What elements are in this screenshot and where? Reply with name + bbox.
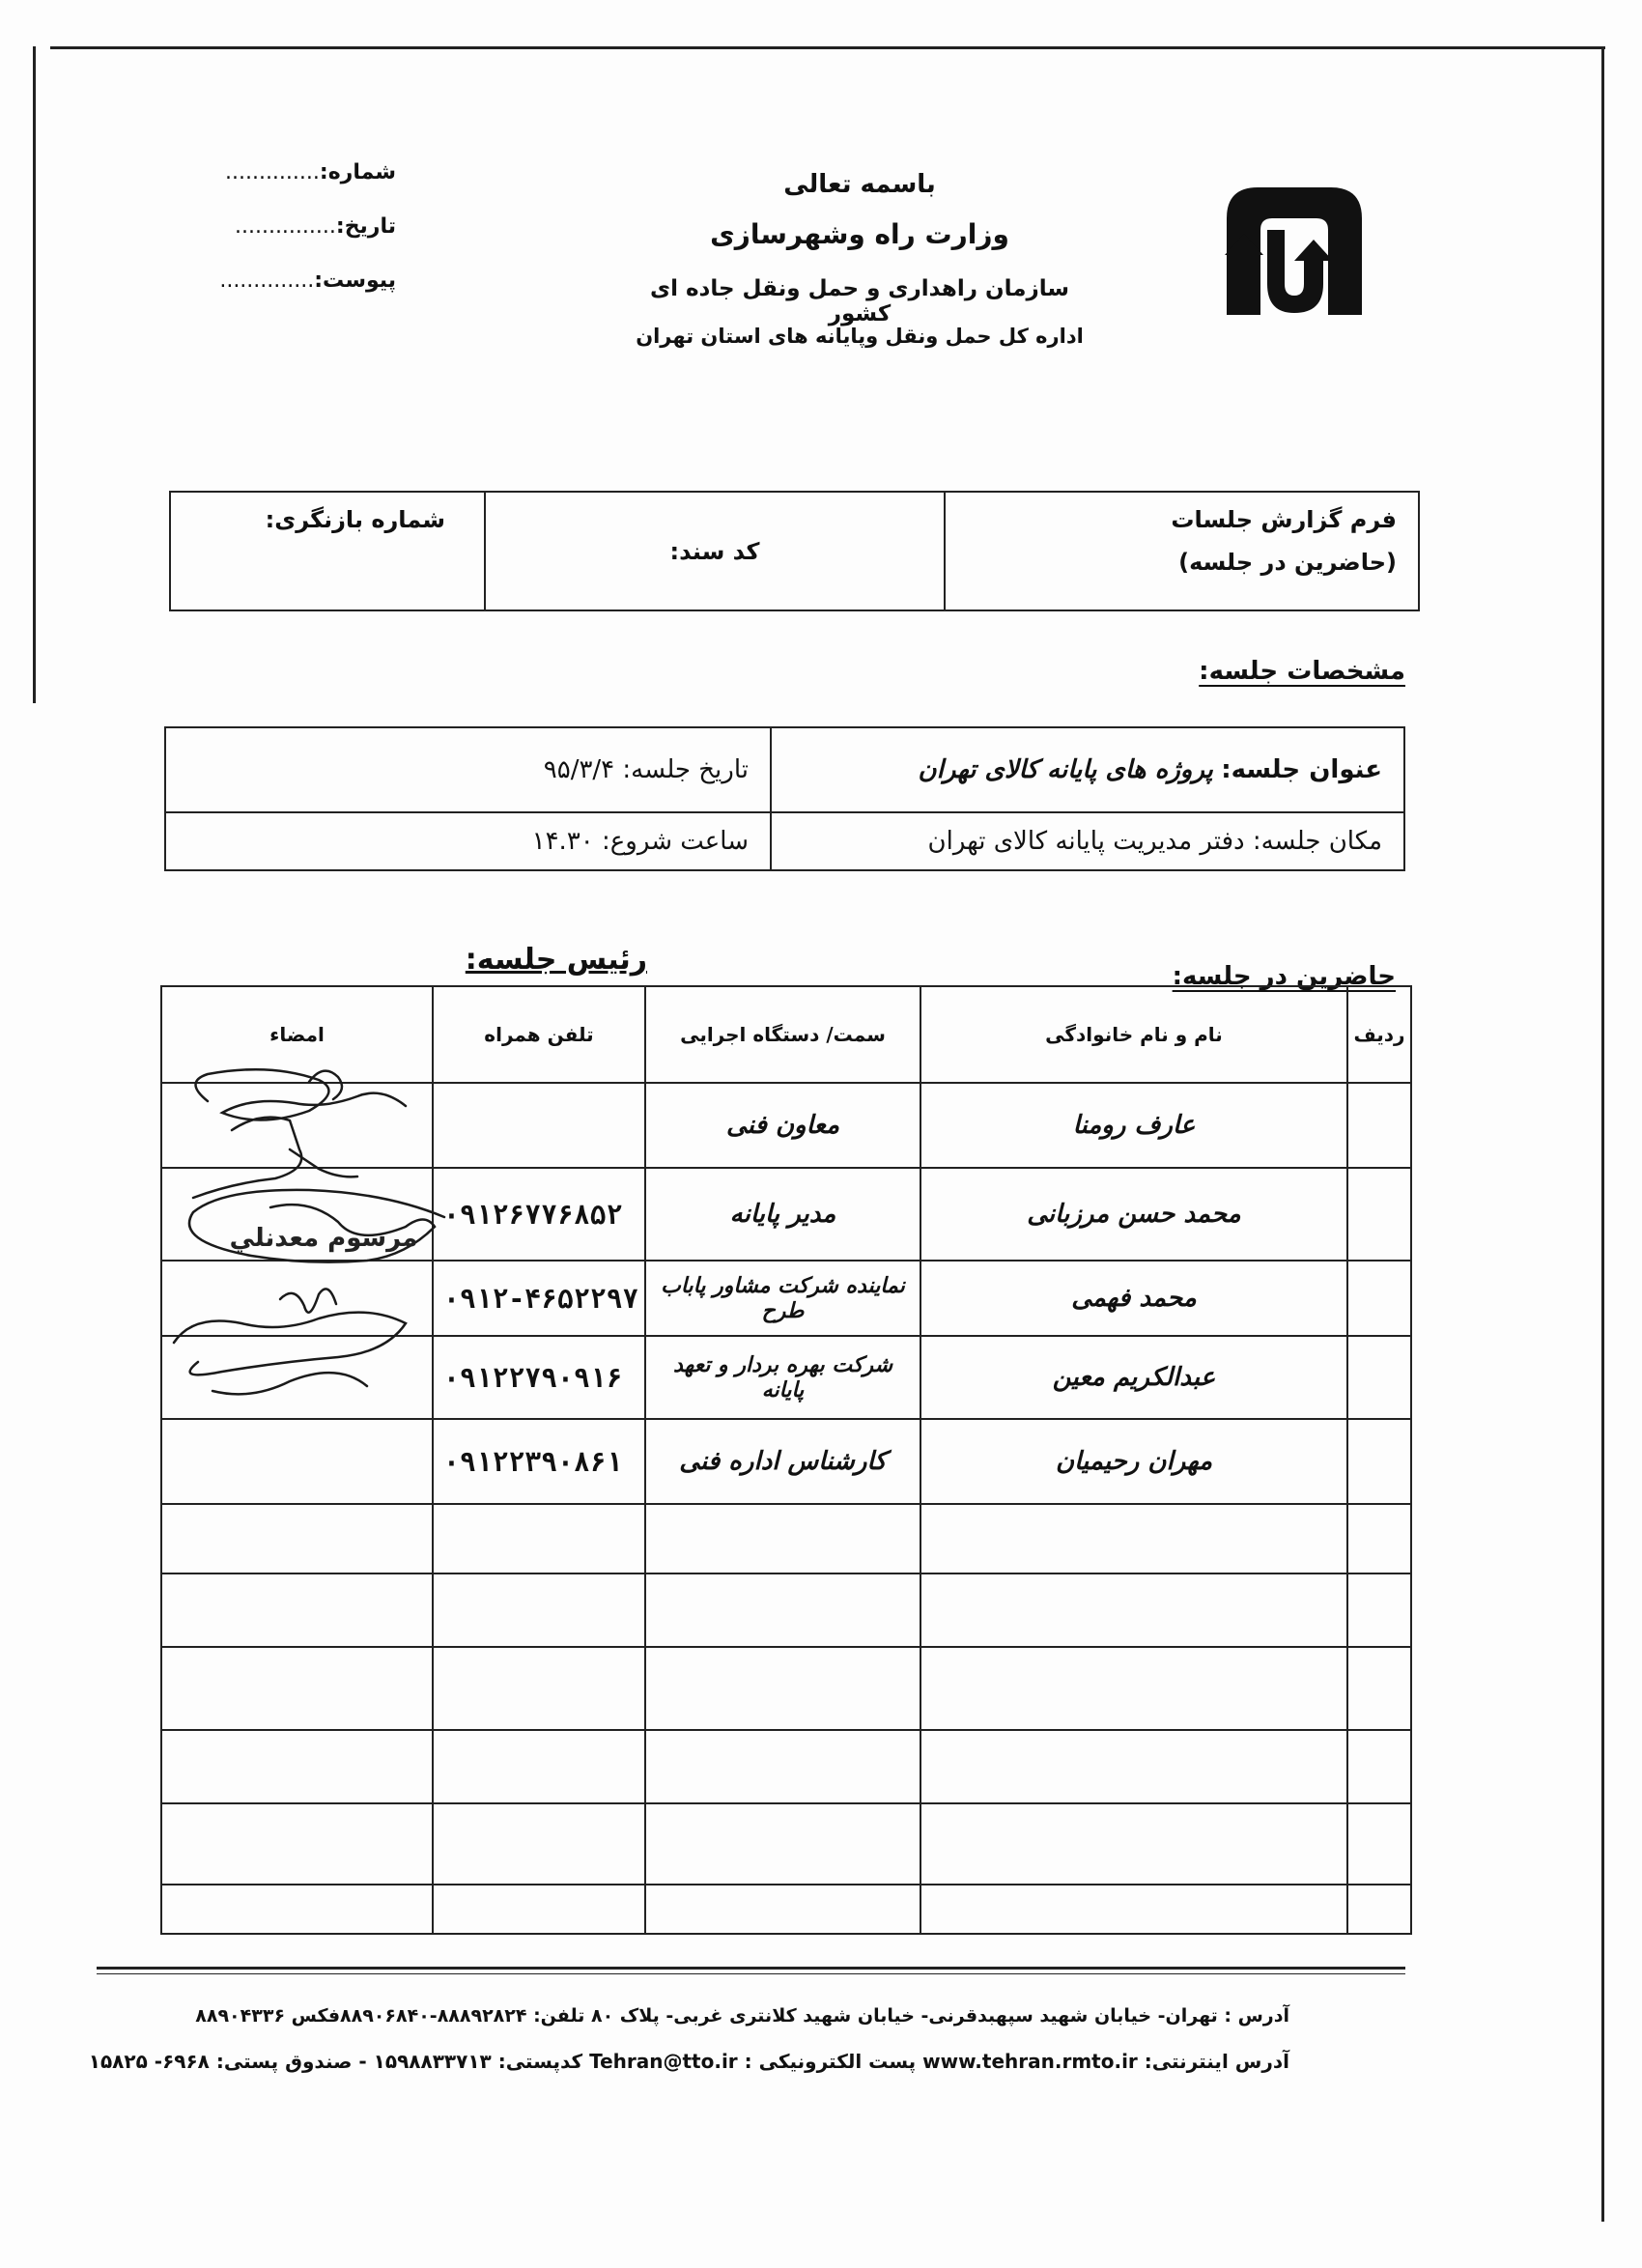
meeting-start-label: ساعت شروع: (602, 827, 749, 856)
attendee-phone (433, 1573, 645, 1647)
attendee-name (920, 1730, 1347, 1803)
attendee-position: کارشناس اداره فنی (645, 1419, 920, 1504)
attendee-phone: ۰۹۱۲۲۳۹۰۸۶۱ (433, 1419, 645, 1504)
attendee-position (645, 1504, 920, 1573)
attendee-name: مهران رحیمیان (920, 1419, 1347, 1504)
form-title: فرم گزارش جلسات (1171, 506, 1397, 533)
attendee-name (920, 1885, 1347, 1934)
column-header-name: نام و نام خانوادگی (920, 986, 1347, 1083)
attendee-position (645, 1885, 920, 1934)
meeting-place-value: دفتر مدیریت پایانه کالای تهران (927, 827, 1245, 856)
attendee-phone (433, 1504, 645, 1573)
reference-date (232, 214, 396, 253)
organization-title: سازمان راهداری و حمل ونقل جاده ای کشور (649, 276, 1069, 326)
signature-cell (161, 1573, 433, 1647)
reference-number (224, 160, 396, 199)
attendee-position (645, 1573, 920, 1647)
reference-number-value: .............. (224, 160, 320, 184)
attendee-phone (433, 1885, 645, 1934)
meeting-section-title: مشخصات جلسه: (1199, 657, 1405, 686)
row-number-cell (1347, 1168, 1411, 1261)
table-row (161, 1885, 1411, 1934)
page-frame-left (33, 46, 36, 703)
attendee-phone (433, 1803, 645, 1885)
attendee-phone: ۰۹۱۲۶۷۷۶۸۵۲ (433, 1168, 645, 1261)
row-number-cell (1347, 1083, 1411, 1168)
attendees-section-title: حاضرین در جلسه: (1172, 962, 1396, 991)
row-number-cell (1347, 1730, 1411, 1803)
attendee-phone: ۰۹۱۲-۴۶۵۲۲۹۷ (433, 1261, 645, 1336)
attendee-position: شرکت بهره بردار و تعهد پایانه (645, 1336, 920, 1419)
meeting-date-cell (165, 727, 771, 812)
revision-cell (170, 492, 485, 610)
attendee-name: عارف رومنا (920, 1083, 1347, 1168)
footer-rule (97, 1967, 1405, 1970)
meeting-chair-label: رئیس جلسه: (465, 943, 647, 977)
row-number-cell (1347, 1336, 1411, 1419)
meeting-subject-label: عنوان جلسه: (1221, 755, 1382, 784)
meeting-date-value: ۹۵/۳/۴ (543, 755, 615, 784)
attendee-name (920, 1504, 1347, 1573)
table-row (161, 1803, 1411, 1885)
meeting-specs-table (164, 726, 1405, 871)
reference-attachment-label: پیوست: (314, 269, 396, 293)
attendee-name: محمد فهمی (920, 1261, 1347, 1336)
column-header-row-number: ردیف (1347, 986, 1411, 1083)
attendee-position: مدیر پایانه (645, 1168, 920, 1261)
footer-contact: آدرس اینترنتی: www.tehran.rmto.ir پست الکترونیکی : Tehran@tto.ir کدپستی: ۱۵۹۸۸۳۳۷۱۳ - صندوق پستی: ۶۹۶۸- ۱۵۸۲۵ (88, 2050, 1289, 2073)
signature-stamp-text: مرسوم معدنلي (229, 1224, 418, 1253)
meeting-subject-cell (771, 727, 1404, 812)
meeting-start-cell (165, 812, 771, 870)
meeting-place-label: مکان جلسه: (1252, 827, 1382, 856)
attendee-phone (433, 1730, 645, 1803)
ministry-title: وزارت راه وشهرسازی (710, 218, 1009, 250)
signature-cell (161, 1504, 433, 1573)
meeting-start-value: ۱۴.۳۰ (531, 827, 594, 856)
doc-code-cell (485, 492, 945, 610)
row-number-cell (1347, 1419, 1411, 1504)
meeting-subject-value: پروژه های پایانه کالای تهران (918, 755, 1213, 784)
attendee-name (920, 1647, 1347, 1730)
signature-cell (161, 1647, 433, 1730)
attendee-position (645, 1803, 920, 1885)
row-number-cell (1347, 1803, 1411, 1885)
form-header-table (169, 491, 1420, 611)
table-row (161, 1573, 1411, 1647)
attendee-name: عبدالکریم معین (920, 1336, 1347, 1419)
department-title: اداره کل حمل ونقل وپایانه های استان تهران (636, 325, 1084, 348)
handwritten-signatures (116, 1053, 464, 1488)
column-header-phone: تلفن همراه (433, 986, 645, 1083)
doc-code-label: کد سند: (669, 537, 760, 565)
signature-cell (161, 1730, 433, 1803)
meeting-date-label: تاریخ جلسه: (622, 755, 749, 784)
row-number-cell (1347, 1261, 1411, 1336)
attendee-position: نماینده شرکت مشاور پاباب طرح (645, 1261, 920, 1336)
column-header-position: سمت/ دستگاه اجرایی (645, 986, 920, 1083)
reference-attachment (219, 269, 396, 307)
signature-cell (161, 1885, 433, 1934)
row-number-cell (1347, 1504, 1411, 1573)
attendee-position (645, 1730, 920, 1803)
revision-label: شماره بازنگری: (265, 506, 445, 533)
page-frame-top (50, 46, 1605, 49)
footer-address: آدرس : تهران- خیابان شهید سپهبدقرنی- خیابان شهید کلانتری غربی- پلاک ۸۰ تلفن: ۸۸۸۹۲۸۲۴-۸۸۹۰۶۸۴۰فکس ۸۸۹۰۴۳۳۶ (195, 2005, 1289, 2027)
attendee-name (920, 1573, 1347, 1647)
row-number-cell (1347, 1647, 1411, 1730)
reference-date-label: تاریخ: (335, 214, 396, 239)
row-number-cell (1347, 1885, 1411, 1934)
page-frame-right (1601, 46, 1604, 2222)
meeting-place-cell (771, 812, 1404, 870)
table-row (161, 1730, 1411, 1803)
reference-number-label: شماره: (319, 160, 396, 184)
attendee-name (920, 1803, 1347, 1885)
reference-attachment-value: .............. (219, 269, 315, 293)
footer-rule-thin (97, 1973, 1405, 1974)
attendee-position: معاون فنی (645, 1083, 920, 1168)
attendee-phone: ۰۹۱۲۲۷۹۰۹۱۶ (433, 1336, 645, 1419)
row-number-cell (1347, 1573, 1411, 1647)
attendee-name: محمد حسن مرزبانی (920, 1168, 1347, 1261)
form-subtitle: (حاضرین در جلسه) (1178, 549, 1397, 576)
reference-date-value: ............... (234, 214, 336, 239)
table-row (161, 1647, 1411, 1730)
attendee-phone (433, 1647, 645, 1730)
rmto-logo-icon (1217, 180, 1372, 325)
attendee-position (645, 1647, 920, 1730)
form-title-cell (945, 492, 1419, 610)
signature-cell (161, 1803, 433, 1885)
column-header-signature: امضاء (161, 986, 433, 1083)
basmala: باسمه تعالی (783, 170, 936, 199)
attendee-phone (433, 1083, 645, 1168)
table-row (161, 1504, 1411, 1573)
